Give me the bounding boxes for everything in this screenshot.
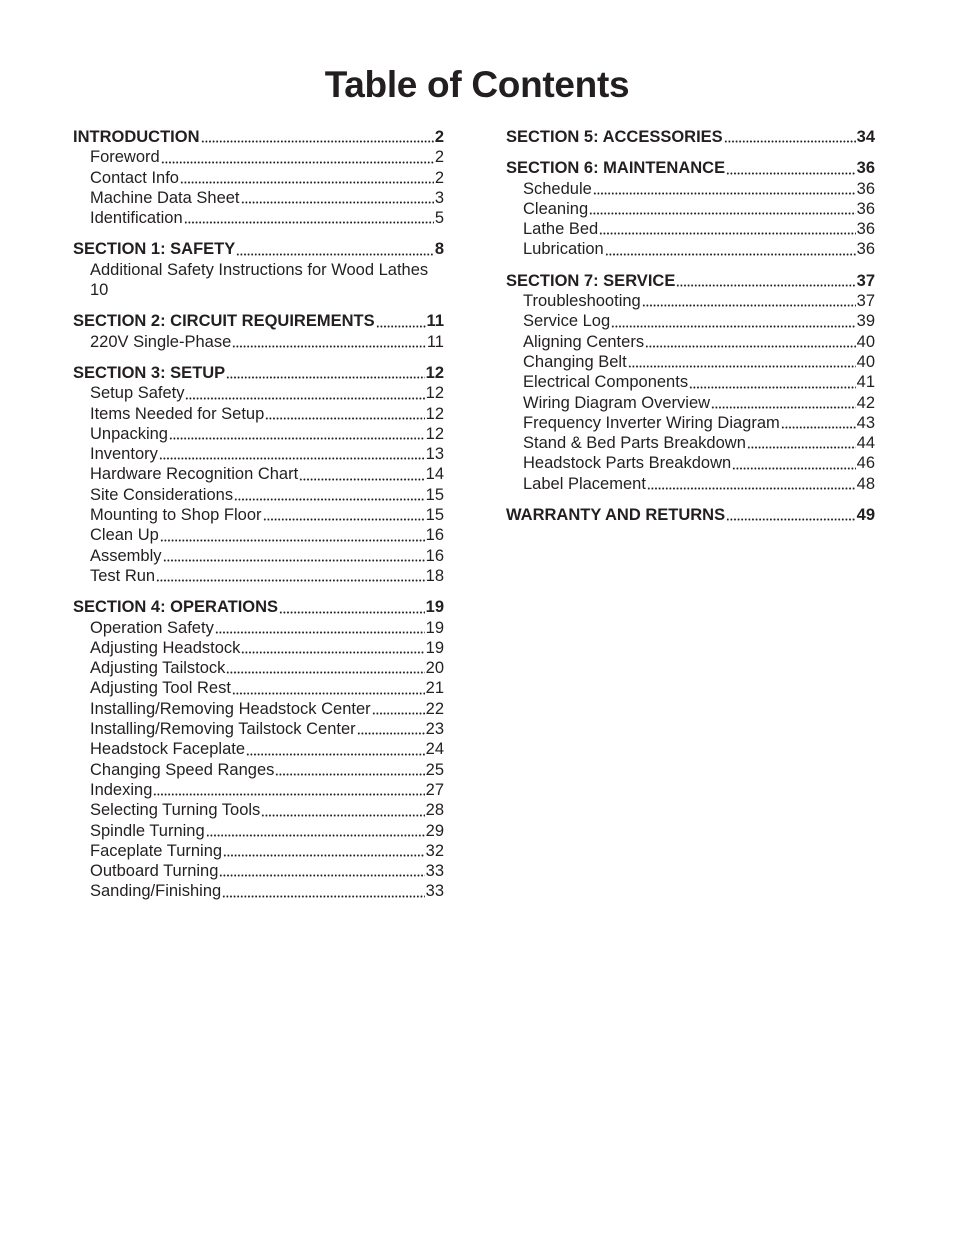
- toc-entry-label: Assembly: [90, 546, 162, 565]
- toc-entry-label: Installing/Removing Headstock Center: [90, 699, 371, 718]
- toc-section-group: [506, 158, 875, 259]
- toc-section-introduction[interactable]: [73, 127, 444, 147]
- toc-entry-installing-removing-tailstock-center[interactable]: [73, 719, 444, 739]
- dot-leader: [726, 516, 856, 521]
- toc-page-number: 46: [856, 454, 875, 473]
- toc-entry-label: Spindle Turning: [90, 821, 205, 840]
- toc-page-number: 33: [425, 882, 444, 901]
- toc-entry-label: Foreword: [90, 148, 160, 167]
- toc-section-group: [73, 239, 444, 300]
- toc-entry-test-run[interactable]: [73, 566, 444, 586]
- toc-entry-label: WARRANTY AND RETURNS: [506, 506, 726, 525]
- toc-section-group: [73, 127, 444, 228]
- toc-page-number: 27: [425, 780, 444, 799]
- toc-page-number: 40: [856, 332, 875, 351]
- toc-entry-operation-safety[interactable]: [73, 618, 444, 638]
- dot-leader: [726, 170, 856, 175]
- dot-leader: [232, 343, 426, 348]
- toc-entry-lubrication[interactable]: [506, 239, 875, 259]
- toc-section-section-3-setup[interactable]: [73, 363, 444, 383]
- toc-entry-label: Indexing: [90, 780, 153, 799]
- toc-entry-label: Adjusting Tailstock: [90, 659, 226, 678]
- dot-leader: [153, 791, 424, 796]
- toc-entry-label: Machine Data Sheet: [90, 188, 240, 207]
- toc-page-number: 36: [856, 199, 875, 218]
- dot-leader: [689, 384, 856, 389]
- toc-entry-label: Inventory: [90, 445, 158, 464]
- toc-entry-label: SECTION 2: CIRCUIT REQUIREMENTS: [73, 312, 375, 331]
- toc-section-group: [506, 271, 875, 494]
- toc-entry-label: Identification: [90, 209, 183, 228]
- toc-entry-contact-info[interactable]: [73, 168, 444, 188]
- toc-page-number: 12: [425, 384, 444, 403]
- dot-leader: [605, 251, 856, 256]
- dot-leader: [206, 832, 425, 837]
- toc-page-number: 37: [856, 271, 875, 290]
- toc-page-number: 15: [425, 485, 444, 504]
- toc-page-number: 11: [426, 332, 444, 351]
- toc-page-number: 34: [856, 128, 875, 146]
- toc-entry-label: Clean Up: [90, 526, 159, 545]
- toc-entry-label: Headstock Parts Breakdown: [523, 454, 732, 473]
- toc-entry-label: Selecting Turning Tools: [90, 801, 261, 820]
- toc-entry-indexing[interactable]: [73, 780, 444, 800]
- toc-page-number: 12: [425, 363, 444, 382]
- toc-section-group: [506, 505, 875, 525]
- toc-page-number: 2: [434, 148, 444, 167]
- dot-leader: [241, 649, 424, 654]
- dot-leader: [299, 476, 424, 481]
- dot-leader: [163, 557, 425, 562]
- toc-page-number: 14: [425, 465, 444, 484]
- toc-entry-label: Lubrication: [523, 240, 604, 259]
- dot-leader: [232, 690, 425, 695]
- toc-page-number: 24: [425, 740, 444, 759]
- toc-entry-stand-bed-parts-breakdown[interactable]: [506, 433, 875, 453]
- dot-leader: [372, 710, 425, 715]
- dot-leader: [357, 730, 425, 735]
- toc-entry-label: SECTION 7: SERVICE: [506, 271, 676, 290]
- dot-leader: [628, 363, 856, 368]
- toc-entry-label: 220V Single-Phase: [90, 332, 232, 351]
- toc-entry-label: Installing/Removing Tailstock Center: [90, 720, 356, 739]
- toc-page-number: 42: [856, 393, 875, 412]
- toc-entry-changing-belt[interactable]: [506, 352, 875, 372]
- dot-leader: [219, 872, 424, 877]
- toc-entry-wrapped[interactable]: [73, 260, 444, 301]
- toc-entry-label: Electrical Components: [523, 373, 689, 392]
- toc-entry-label: SECTION 3: SETUP: [73, 363, 226, 382]
- toc-page-number: 15: [425, 506, 444, 525]
- toc-entry-label: SECTION 5: ACCESSORIES: [506, 128, 723, 146]
- toc-entry-label: Frequency Inverter Wiring Diagram: [523, 413, 780, 432]
- toc-section-section-7-service[interactable]: [506, 271, 875, 291]
- toc-entry-service-log[interactable]: [506, 311, 875, 331]
- toc-page-number: 2: [434, 168, 444, 187]
- toc-entry-assembly[interactable]: [73, 546, 444, 566]
- toc-section-section-1-safety[interactable]: [73, 239, 444, 259]
- toc-entry-unpacking[interactable]: [73, 424, 444, 444]
- toc-entry-electrical-components[interactable]: [506, 372, 875, 392]
- toc-entry-lathe-bed[interactable]: [506, 219, 875, 239]
- dot-leader: [234, 496, 425, 501]
- dot-leader: [185, 395, 424, 400]
- dot-leader: [236, 251, 434, 256]
- toc-entry-label: SECTION 6: MAINTENANCE: [506, 159, 726, 178]
- toc-entry-label: Additional Safety Instructions for Wood Lathes: [90, 260, 429, 279]
- toc-entry-sanding-finishing[interactable]: [73, 881, 444, 901]
- toc-page-number: 41: [856, 373, 875, 392]
- page-title: Table of Contents: [324, 64, 630, 105]
- toc-page-number: 5: [434, 209, 444, 228]
- toc-page-number: 49: [856, 506, 875, 525]
- dot-leader: [279, 609, 425, 614]
- toc-page-number: 2: [434, 128, 444, 146]
- toc-section-section-5-accessories[interactable]: [506, 127, 875, 147]
- toc-entry-label: Stand & Bed Parts Breakdown: [523, 434, 746, 453]
- dot-leader: [724, 138, 856, 143]
- toc-entry-label: Troubleshooting: [523, 292, 641, 311]
- dot-leader: [161, 159, 434, 164]
- toc-right-column: [506, 127, 875, 536]
- toc-section-group: [73, 597, 444, 901]
- toc-entry-hardware-recognition-chart[interactable]: [73, 464, 444, 484]
- toc-page-number: 40: [856, 352, 875, 371]
- toc-entry-label: Contact Info: [90, 168, 179, 187]
- toc-entry-spindle-turning[interactable]: [73, 821, 444, 841]
- toc-entry-label: Adjusting Headstock: [90, 638, 241, 657]
- toc-left-column: [73, 127, 444, 913]
- toc-entry-installing-removing-headstock-center[interactable]: [73, 699, 444, 719]
- toc-section-warranty-and-returns[interactable]: [506, 505, 875, 525]
- dot-leader: [180, 179, 434, 184]
- toc-page-number: 43: [856, 413, 875, 432]
- toc-section-section-6-maintenance[interactable]: [506, 158, 875, 178]
- toc-entry-label: Items Needed for Setup: [90, 404, 265, 423]
- toc-entry-headstock-parts-breakdown[interactable]: [506, 453, 875, 473]
- toc-entry-inventory[interactable]: [73, 444, 444, 464]
- dot-leader: [732, 465, 855, 470]
- toc-entry-items-needed-for-setup[interactable]: [73, 404, 444, 424]
- toc-page-number: 33: [425, 862, 444, 881]
- toc-entry-aligning-centers[interactable]: [506, 332, 875, 352]
- toc-entry-adjusting-headstock[interactable]: [73, 638, 444, 658]
- toc-entry-outboard-turning[interactable]: [73, 861, 444, 881]
- toc-entry-label: Headstock Faceplate: [90, 740, 246, 759]
- toc-page-number: 12: [425, 424, 444, 443]
- toc-entry-machine-data-sheet[interactable]: [73, 188, 444, 208]
- toc-section-group: [73, 311, 444, 352]
- toc-entry-label: Changing Speed Ranges: [90, 760, 275, 779]
- toc-page-number: 11: [426, 312, 444, 331]
- dot-leader: [711, 404, 856, 409]
- dot-leader: [215, 629, 425, 634]
- toc-entry-foreword[interactable]: [73, 147, 444, 167]
- toc-section-section-4-operations[interactable]: [73, 597, 444, 617]
- toc-page-number: 29: [425, 821, 444, 840]
- dot-leader: [246, 751, 425, 756]
- toc-entry-label: Changing Belt: [523, 352, 627, 371]
- toc-entry-label: Service Log: [523, 312, 611, 331]
- toc-entry-headstock-faceplate[interactable]: [73, 739, 444, 759]
- toc-entry-220v-single-phase[interactable]: [73, 332, 444, 352]
- toc-entry-label: Sanding/Finishing: [90, 882, 222, 901]
- toc-entry-troubleshooting[interactable]: [506, 291, 875, 311]
- toc-entry-changing-speed-ranges[interactable]: [73, 760, 444, 780]
- dot-leader: [169, 435, 425, 440]
- toc-entry-identification[interactable]: [73, 208, 444, 228]
- toc-entry-faceplate-turning[interactable]: [73, 841, 444, 861]
- toc-entry-label: Faceplate Turning: [90, 841, 223, 860]
- toc-entry-label: Schedule: [523, 179, 592, 198]
- dot-leader: [593, 190, 856, 195]
- toc-entry-label: Lathe Bed: [523, 220, 599, 239]
- toc-page-number: 44: [856, 434, 875, 453]
- toc-section-section-2-circuit-requirements[interactable]: [73, 311, 444, 331]
- toc-entry-label: Outboard Turning: [90, 862, 219, 881]
- toc-page-number: 37: [856, 292, 875, 311]
- toc-entry-site-considerations[interactable]: [73, 485, 444, 505]
- toc-page-number: 8: [434, 240, 444, 259]
- toc-entry-adjusting-tailstock[interactable]: [73, 658, 444, 678]
- toc-entry-label: SECTION 1: SAFETY: [73, 240, 236, 259]
- dot-leader: [241, 199, 434, 204]
- dot-leader: [261, 812, 424, 817]
- toc-entry-label: Adjusting Tool Rest: [90, 679, 231, 698]
- dot-leader: [265, 415, 424, 420]
- toc-page-number: 36: [856, 240, 875, 259]
- dot-leader: [226, 374, 424, 379]
- dot-leader: [201, 138, 434, 143]
- toc-page-number: 3: [434, 188, 444, 207]
- toc-entry-label: Cleaning: [523, 199, 589, 218]
- toc-page-number: 19: [425, 638, 444, 657]
- toc-page-number: 20: [425, 659, 444, 678]
- toc-page-number: 32: [425, 841, 444, 860]
- toc-page-number: 36: [856, 159, 875, 178]
- toc-page-number: 28: [425, 801, 444, 820]
- dot-leader: [184, 219, 434, 224]
- toc-page-number: 48: [856, 474, 875, 493]
- toc-page-number: 16: [425, 546, 444, 565]
- dot-leader: [159, 455, 425, 460]
- dot-leader: [647, 485, 856, 490]
- dot-leader: [160, 537, 425, 542]
- dot-leader: [642, 302, 856, 307]
- dot-leader: [222, 893, 424, 898]
- toc-entry-label: Hardware Recognition Chart: [90, 465, 299, 484]
- toc-page-number: 23: [425, 720, 444, 739]
- dot-leader: [156, 577, 425, 582]
- dot-leader: [676, 282, 855, 287]
- toc-entry-label: Setup Safety: [90, 384, 185, 403]
- toc-page-number: 10: [90, 281, 109, 300]
- toc-entry-label: SECTION 4: OPERATIONS: [73, 598, 279, 617]
- toc-section-group: [506, 127, 875, 147]
- toc-page-number: 21: [425, 679, 444, 698]
- toc-entry-schedule[interactable]: [506, 179, 875, 199]
- toc-entry-label: Unpacking: [90, 424, 168, 443]
- toc-page-number: 13: [425, 445, 444, 464]
- toc-page-number: 12: [425, 404, 444, 423]
- dot-leader: [747, 444, 856, 449]
- toc-page-number: 19: [425, 618, 444, 637]
- toc-page-number: 25: [425, 760, 444, 779]
- toc-entry-wiring-diagram-overview[interactable]: [506, 393, 875, 413]
- dot-leader: [226, 669, 424, 674]
- toc-page-number: 22: [425, 699, 444, 718]
- toc-section-group: [73, 363, 444, 586]
- toc-entry-frequency-inverter-wiring-diagram[interactable]: [506, 413, 875, 433]
- toc-entry-adjusting-tool-rest[interactable]: [73, 678, 444, 698]
- toc-entry-label: Mounting to Shop Floor: [90, 506, 262, 525]
- dot-leader: [223, 852, 425, 857]
- toc-page-number: 18: [425, 566, 444, 585]
- toc-entry-label: Label Placement: [523, 474, 646, 493]
- dot-leader: [599, 230, 855, 235]
- toc-entry-selecting-turning-tools[interactable]: [73, 800, 444, 820]
- toc-page-number: 16: [425, 526, 444, 545]
- dot-leader: [645, 343, 856, 348]
- toc-entry-cleaning[interactable]: [506, 199, 875, 219]
- toc-entry-label: Wiring Diagram Overview: [523, 393, 711, 412]
- toc-entry-label: Aligning Centers: [523, 332, 645, 351]
- toc-entry-label: INTRODUCTION: [73, 128, 200, 146]
- toc-entry-label: Site Considerations: [90, 485, 234, 504]
- toc-entry-mounting-to-shop-floor[interactable]: [73, 505, 444, 525]
- toc-entry-label-placement[interactable]: [506, 474, 875, 494]
- toc-entry-clean-up[interactable]: [73, 525, 444, 545]
- toc-entry-label: Operation Safety: [90, 618, 214, 637]
- dot-leader: [781, 424, 856, 429]
- dot-leader: [376, 323, 426, 328]
- toc-page-number: 36: [856, 179, 875, 198]
- dot-leader: [263, 516, 425, 521]
- dot-leader: [611, 323, 856, 328]
- dot-leader: [275, 771, 424, 776]
- toc-page-number: 39: [856, 312, 875, 331]
- toc-page-number: 36: [856, 220, 875, 239]
- dot-leader: [589, 210, 856, 215]
- toc-entry-setup-safety[interactable]: [73, 383, 444, 403]
- toc-entry-label: Test Run: [90, 566, 156, 585]
- toc-page-number: 19: [425, 598, 444, 617]
